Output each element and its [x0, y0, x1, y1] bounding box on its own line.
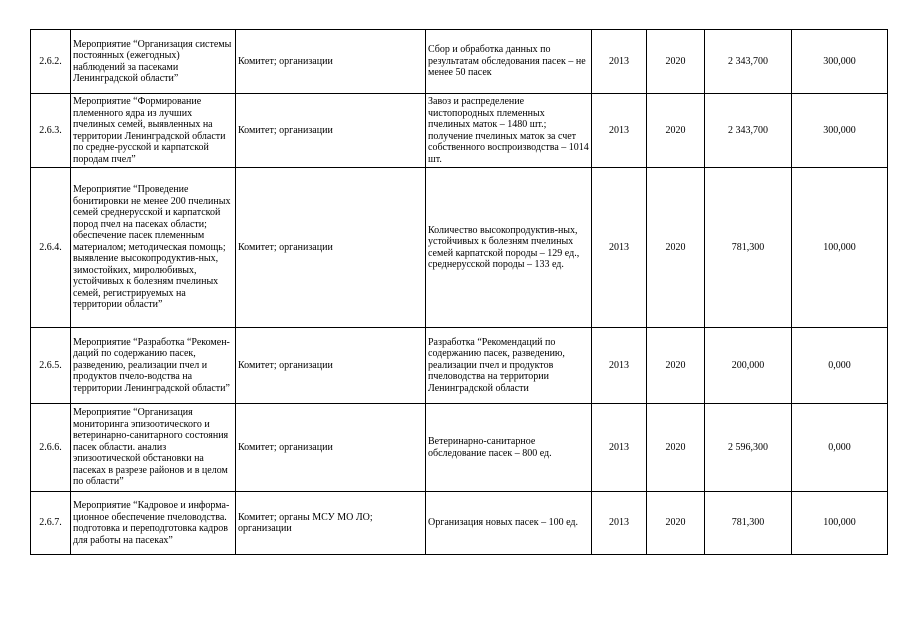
end-year-cell: 2020: [647, 94, 705, 168]
row-number: 2.6.7.: [31, 492, 71, 555]
start-year-cell: 2013: [592, 30, 647, 94]
event-cell: Мероприятие “Проведение бонитировки не менее 200 пчелиных семей среднерусской и карпатской пород пчел на пасеках области; обеспечение пасек племенным материалом; методическая помощь; выявление высокопродуктив-ных, зимостойких, миролюбивых, устойчивых к болезням пчелиных семей, регистрируемых на территории области”: [71, 168, 236, 328]
result-cell: Ветеринарно-санитарное обследование пасек – 800 ед.: [426, 404, 592, 492]
year-amount-cell: 300,000: [792, 30, 888, 94]
result-cell: Сбор и обработка данных по результатам обследования пасек – не менее 50 пасек: [426, 30, 592, 94]
row-number: 2.6.3.: [31, 94, 71, 168]
executor-cell: Комитет; органы МСУ МО ЛО; организации: [236, 492, 426, 555]
row-number: 2.6.6.: [31, 404, 71, 492]
program-table: [30, 29, 888, 555]
executor-cell: Комитет; организации: [236, 328, 426, 404]
year-amount-cell: 100,000: [792, 492, 888, 555]
end-year-cell: 2020: [647, 168, 705, 328]
event-cell: Мероприятие “Формирование племенного ядра из лучших пчелиных семей, выявленных на территории Ленинградской области по средне-русской и карпатской породам пчел”: [71, 94, 236, 168]
year-amount-cell: 100,000: [792, 168, 888, 328]
start-year-cell: 2013: [592, 94, 647, 168]
year-amount-cell: 0,000: [792, 404, 888, 492]
row-number: 2.6.4.: [31, 168, 71, 328]
total-amount-cell: 2 343,700: [705, 94, 792, 168]
start-year-cell: 2013: [592, 492, 647, 555]
start-year-cell: 2013: [592, 328, 647, 404]
year-amount-cell: 300,000: [792, 94, 888, 168]
event-cell: Мероприятие “Кадровое и информа-ционное обеспечение пчеловодства. подготовка и переподготовка кадров для работы на пасеках”: [71, 492, 236, 555]
event-cell: Мероприятие “Организация мониторинга эпизоотического и ветеринарно-санитарного состояния пасек области. анализ эпизоотической обстановки на пасеках в разрезе районов и в целом по области”: [71, 404, 236, 492]
row-number: 2.6.2.: [31, 30, 71, 94]
total-amount-cell: 781,300: [705, 492, 792, 555]
year-amount-cell: 0,000: [792, 328, 888, 404]
table-row: [31, 168, 888, 328]
end-year-cell: 2020: [647, 404, 705, 492]
total-amount-cell: 781,300: [705, 168, 792, 328]
event-cell: Мероприятие “Разработка “Рекомен-даций по содержанию пасек, разведению, реализации пчел и продуктов пчело-водства на территории Ленинградской области”: [71, 328, 236, 404]
result-cell: Разработка “Рекомендаций по содержанию пасек, разведению, реализации пчел и продуктов пчеловодства на территории Ленинградской области: [426, 328, 592, 404]
executor-cell: Комитет; организации: [236, 404, 426, 492]
executor-cell: Комитет; организации: [236, 168, 426, 328]
total-amount-cell: 2 343,700: [705, 30, 792, 94]
event-cell: Мероприятие “Организация системы постоянных (ежегодных) наблюдений за пасеками Ленинградской области”: [71, 30, 236, 94]
total-amount-cell: 200,000: [705, 328, 792, 404]
table-row: [31, 328, 888, 404]
table-row: [31, 30, 888, 94]
end-year-cell: 2020: [647, 30, 705, 94]
row-number: 2.6.5.: [31, 328, 71, 404]
executor-cell: Комитет; организации: [236, 30, 426, 94]
executor-cell: Комитет; организации: [236, 94, 426, 168]
result-cell: Организация новых пасек – 100 ед.: [426, 492, 592, 555]
start-year-cell: 2013: [592, 404, 647, 492]
start-year-cell: 2013: [592, 168, 647, 328]
result-cell: Количество высокопродуктив-ных, устойчивых к болезням пчелиных семей карпатской породы – 129 ед., среднерусской породы – 133 ед.: [426, 168, 592, 328]
table-row: [31, 94, 888, 168]
table-row: [31, 492, 888, 555]
total-amount-cell: 2 596,300: [705, 404, 792, 492]
end-year-cell: 2020: [647, 492, 705, 555]
end-year-cell: 2020: [647, 328, 705, 404]
table-row: [31, 404, 888, 492]
result-cell: Завоз и распределение чистопородных племенных пчелиных маток – 1480 шт.; получение пчелиных маток за счет собственного воспроизводства – 1014 шт.: [426, 94, 592, 168]
